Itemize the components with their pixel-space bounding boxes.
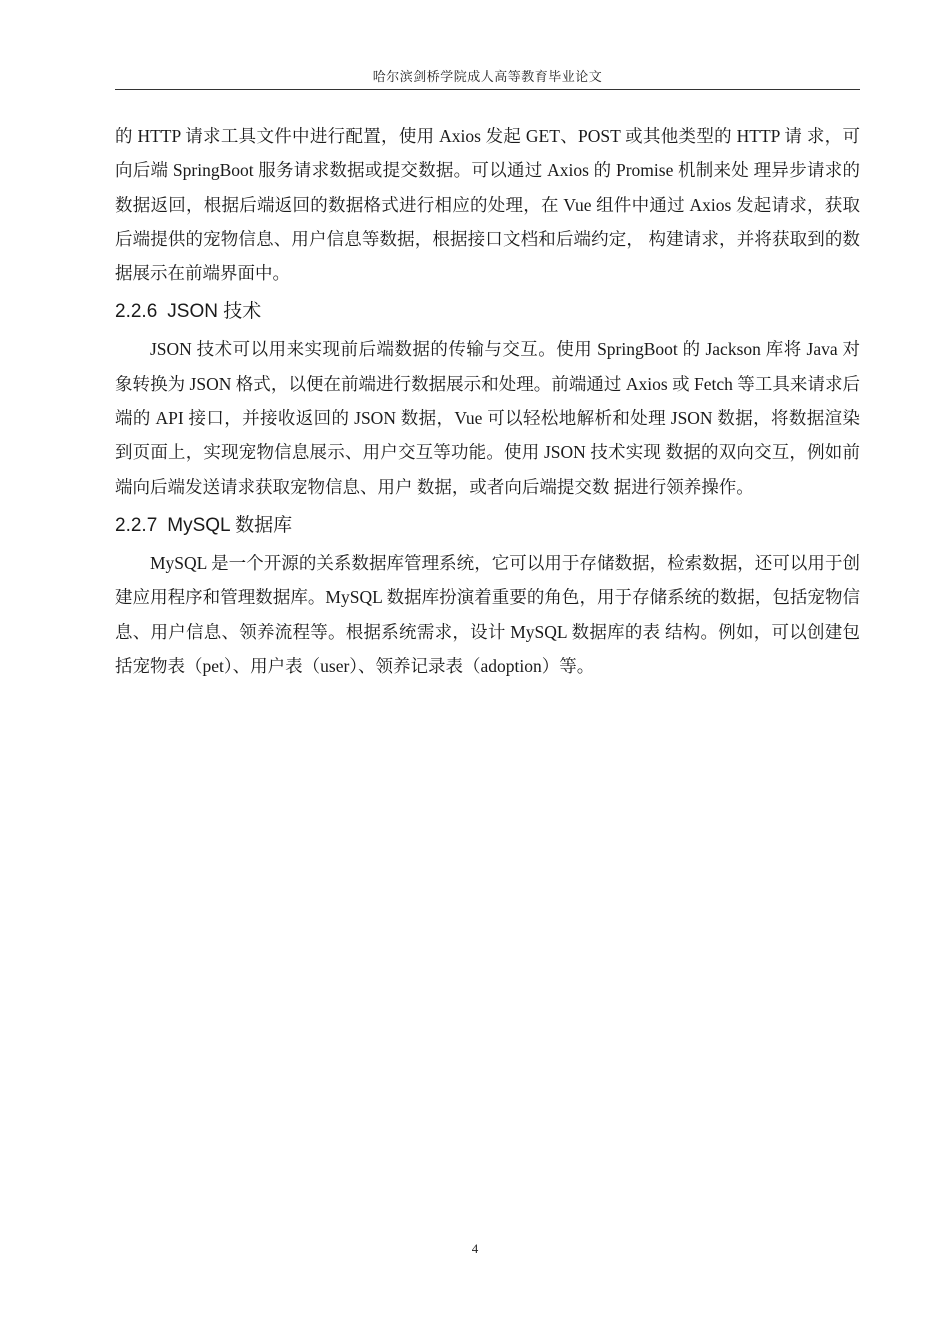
page-number: 4 bbox=[471, 1241, 479, 1256]
section-heading-json bbox=[115, 296, 860, 328]
section-number: 2.2.7 bbox=[115, 514, 158, 536]
header-divider bbox=[115, 89, 860, 90]
section-heading-mysql bbox=[115, 510, 860, 542]
section-title: JSON 技术 bbox=[167, 301, 262, 323]
section-paragraph-json: JSON 技术可以用来实现前后端数据的传输与交互。使用 SpringBoot 的 Jackson 库将 Java 对象转换为 JSON 格式，以便在前端进行数据展示和处理。前端通过 Axios 或 Fetch 等工具来请求后端的 API 接口，并接收返回的 JSON 数据，Vue 可以轻松地解析和处理 JSON 数据，将数据渲染到页面上，实现宠物信息展示、用户交互等功能。使用 JSON 技术实现 数据的双向交互，例如前端向后端发送请求获取宠物信息、用户 数据，或者向后端提交数 据进行领养操作。 bbox=[115, 339, 860, 497]
section-number: 2.2.6 bbox=[115, 301, 158, 323]
page-header: 哈尔滨剑桥学院成人高等教育毕业论文 bbox=[372, 69, 603, 84]
document-body bbox=[115, 119, 860, 683]
intro-paragraph: 的 HTTP 请求工具文件中进行配置，使用 Axios 发起 GET、POST 或其他类型的 HTTP 请 求，可向后端 SpringBoot 服务请求数据或提交数据。可以通过 Axios 的 Promise 机制来处 理异步请求的数据返回，根据后端返回的数据格式进行相应的处理，在 Vue 组件中通过 Axios 发起请求，获取后端提供的宠物信息、用户信息等数据，根据接口文档和后端约定， 构建请求，并将获取到的数据展示在前端界面中。 bbox=[115, 126, 860, 284]
section-paragraph-mysql: MySQL 是一个开源的关系数据库管理系统，它可以用于存储数据，检索数据，还可以用于创建应用程序和管理数据库。MySQL 数据库扮演着重要的角色，用于存储系统的数据，包括宠物信息、用户信息、领养流程等。根据系统需求，设计 MySQL 数据库的表 结构。例如，可以创建包括宠物表（pet）、用户表（user）、领养记录表（adoption）等。 bbox=[115, 552, 860, 676]
section-title: MySQL 数据库 bbox=[167, 514, 293, 536]
